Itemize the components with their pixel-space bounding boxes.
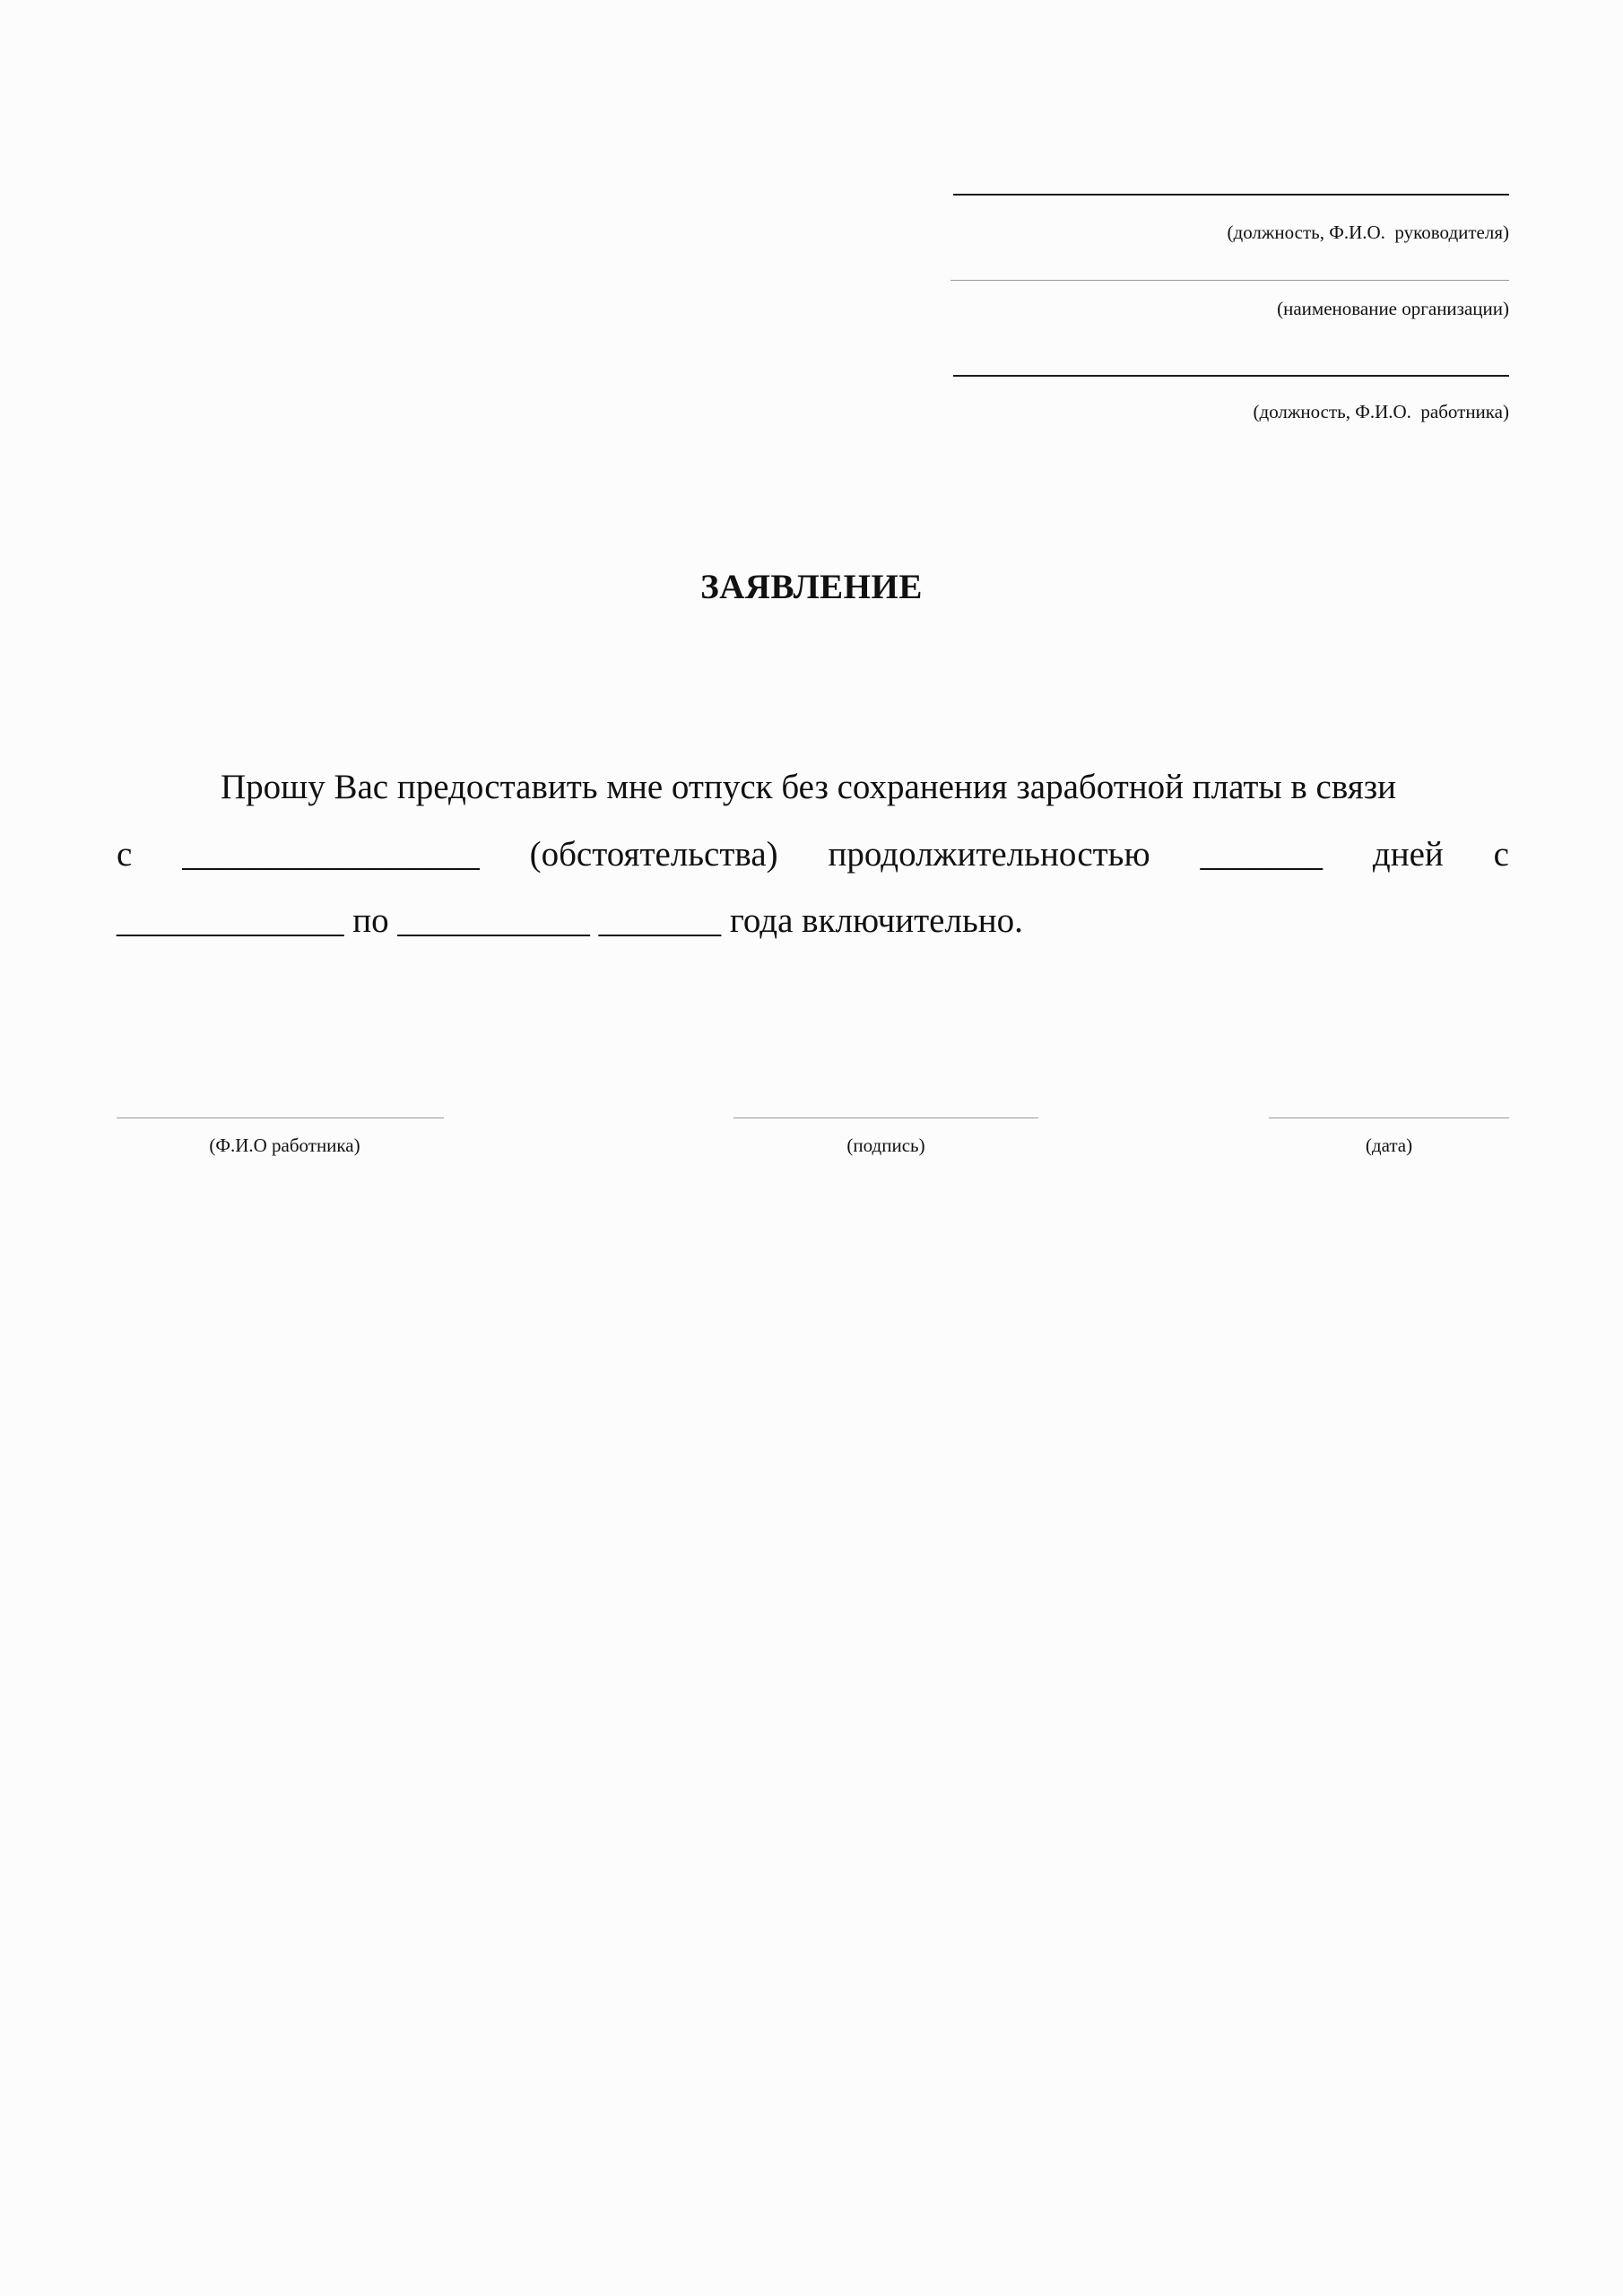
employee-name-caption: (Ф.И.О работника) <box>209 1135 360 1156</box>
body-word: дней <box>1372 835 1444 874</box>
body-word: (обстоятельства) <box>529 835 778 874</box>
body-word: продолжительностью <box>828 835 1150 874</box>
manager-caption: (должность, Ф.И.О. руководителя) <box>1227 222 1509 243</box>
document-title: ЗАЯВЛЕНИЕ <box>700 568 923 606</box>
body-word: с <box>1493 835 1509 874</box>
employee-caption: (должность, Ф.И.О. работника) <box>1253 401 1509 422</box>
organization-caption: (наименование организации) <box>1277 298 1509 319</box>
body-line-2 <box>117 833 1509 876</box>
body-line-3: _____________ по ___________ _______ года включительно. <box>117 901 1023 940</box>
circumstances-blank: _________________ <box>182 835 480 874</box>
employee-name-line <box>953 375 1509 377</box>
organization-line <box>950 280 1509 281</box>
manager-name-line <box>953 194 1509 196</box>
signature-caption: (подпись) <box>846 1135 925 1156</box>
days-blank: _______ <box>1200 835 1323 874</box>
body-word: с <box>117 835 133 874</box>
date-caption: (дата) <box>1365 1135 1413 1156</box>
body-line-1: Прошу Вас предоставить мне отпуск без сохранения заработной платы в связи <box>221 768 1396 806</box>
